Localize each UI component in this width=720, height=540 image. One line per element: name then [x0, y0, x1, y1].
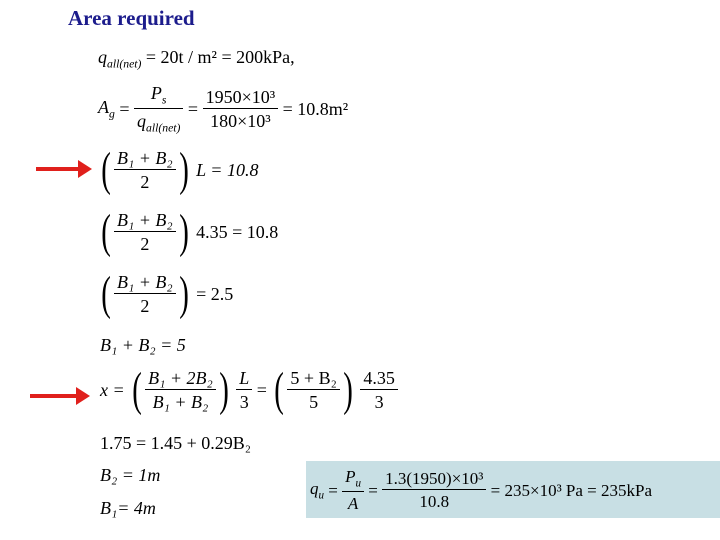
area-result: = 10.8m²	[282, 99, 349, 120]
fraction-factored-load	[382, 470, 486, 510]
pu-symbol: P	[345, 467, 356, 486]
factored-load-numerator: 1.3(1950)×10³	[382, 470, 486, 490]
three-denominator-2: 3	[374, 392, 384, 412]
ps-subscript: s	[161, 93, 167, 107]
equation-solve-b2: 1.75 = 1.45 + 0.29B₂	[100, 433, 252, 453]
x-equals: x =	[100, 380, 125, 400]
red-arrow-2	[30, 394, 78, 398]
equation-width-l: ( $\frac{\text{B₁ + B₂}}{2}$ ) L = 10.8	[101, 143, 259, 196]
equation-area-gross	[98, 84, 348, 135]
fraction-loads	[203, 88, 279, 130]
fraction-b1-b2-c	[114, 273, 176, 315]
centroid-den-2: 5	[309, 392, 319, 412]
equals-sign: =	[119, 99, 130, 120]
a-den-symbol: A	[347, 494, 359, 514]
equation-width-435: ( $\frac{\text{B₁ + B₂}}{2}$ ) 4.35 = 10.8	[101, 205, 279, 258]
equation-ultimate-pressure	[310, 468, 652, 512]
equals-sign-5: =	[368, 480, 378, 500]
red-arrow-1	[36, 167, 80, 171]
centroid-den-1: B₁ + B₂	[152, 392, 209, 412]
qu-subscript: u	[318, 488, 325, 501]
fraction-centroid-2	[287, 369, 339, 411]
fraction-pu-over-a	[342, 468, 364, 512]
q-den-symbol: q	[137, 111, 146, 132]
fraction-l-over-3	[236, 369, 252, 411]
a-subscript: g	[109, 107, 115, 121]
equation-allowable-pressure	[98, 48, 295, 70]
equation-b1-result: B₁= 4m	[100, 498, 156, 518]
eq1-rhs: = 20t / m² = 200kPa,	[145, 47, 295, 67]
two-denominator-2: 2	[140, 234, 150, 254]
qu-symbol: q	[310, 478, 319, 498]
two-denominator-3: 2	[140, 296, 150, 316]
three-denominator: 3	[239, 392, 249, 412]
equation-width-25: ( $\frac{\text{B₁ + B₂}}{2}$ ) = 2.5	[101, 267, 234, 320]
two-denominator: 2	[140, 172, 150, 192]
pressure-result: = 235×10³ Pa = 235kPa	[490, 480, 653, 500]
equation-b2-result: B₂ = 1m	[100, 465, 161, 485]
q-symbol: q	[98, 47, 107, 67]
equation-b-sum: B₁ + B₂ = 5	[100, 335, 186, 355]
ps-symbol: P	[150, 83, 162, 103]
eq5-rest: = 2.5	[196, 284, 234, 304]
q-subscript: all(net)	[107, 57, 142, 71]
fraction-ps-over-q	[134, 84, 183, 135]
pu-subscript: u	[355, 477, 362, 490]
b-sum-numerator: B₁ + B₂	[114, 149, 176, 170]
eq3-rest: L = 10.8	[196, 160, 259, 180]
load-denominator: 180×10³	[210, 111, 271, 132]
equation-centroid: x = ( $\frac{\text{B₁ + 2B₂}}{\text{B₁ + B₂}}$ ) $\frac{L}{3}$ = ( $\frac{\text{5 + B₂}}{5}$ ) $\frac{4.35}{3}$	[100, 366, 398, 414]
l-numerator: L	[236, 369, 252, 390]
equals-sign-4: =	[328, 480, 338, 500]
centroid-num-1: B₁ + 2B₂	[145, 369, 216, 390]
b-sum-numerator-3: B₁ + B₂	[114, 273, 176, 294]
load-numerator: 1950×10³	[203, 88, 279, 109]
a-symbol: A	[98, 97, 109, 118]
page-title: Area required	[68, 6, 195, 30]
b-sum-numerator-2: B₁ + B₂	[114, 211, 176, 232]
equals-sign-3: =	[256, 380, 267, 400]
fraction-435-over-3	[360, 369, 398, 411]
fraction-centroid-1	[145, 369, 216, 411]
435-numerator: 4.35	[360, 369, 398, 390]
q-den-subscript: all(net)	[146, 121, 181, 135]
equals-sign-2: =	[187, 99, 199, 120]
fraction-b1-b2-b	[114, 211, 176, 253]
fraction-b1-b2-a	[114, 149, 176, 191]
area-denominator: 10.8	[419, 492, 450, 512]
centroid-num-2: 5 + B₂	[287, 369, 339, 390]
eq4-rest: 4.35 = 10.8	[196, 222, 279, 242]
